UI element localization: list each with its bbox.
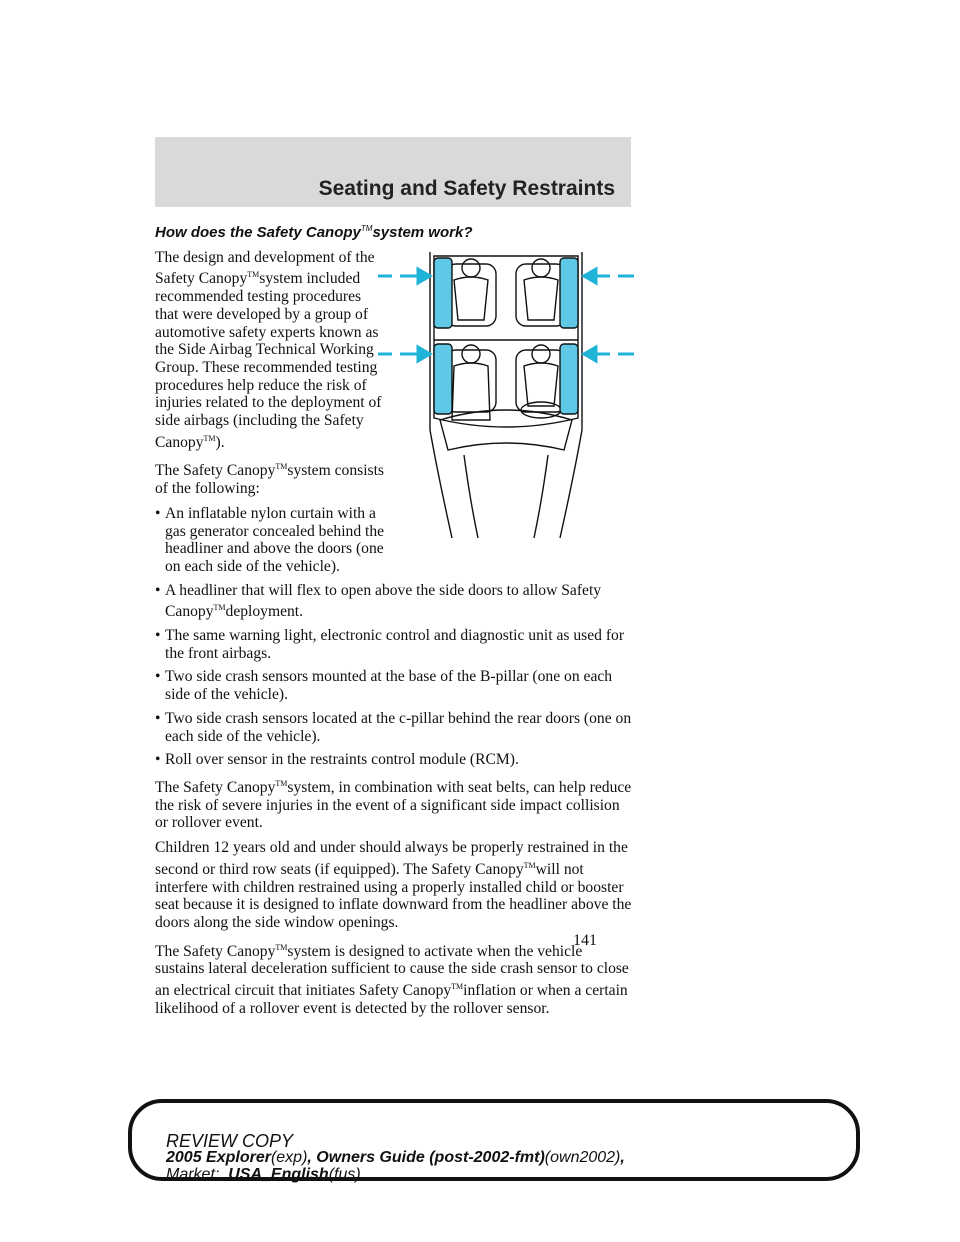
occupant-head (532, 345, 550, 363)
components-list-top (155, 505, 387, 576)
body-paragraph: The Safety Canopy™system is designed to activate when the vehicle sustains lateral deceleration sufficient to cause the side crash sensor to close an electrical circuit that initiates Safety Canopy™inflation or when a certain likelihood of a rollover event is detected by the rollover sensor. (155, 942, 629, 1017)
steering-wheel (521, 402, 561, 418)
rear-seat-right (516, 264, 566, 326)
front-seat-right (516, 350, 566, 412)
bullet-symbol: • (155, 627, 161, 645)
intro-column (155, 249, 387, 576)
bullet-symbol: • (155, 751, 161, 769)
occupant-head (462, 259, 480, 277)
side-curtain-airbag (434, 258, 452, 328)
trademark-mark: TM (203, 433, 216, 443)
trademark-mark: TM (360, 224, 373, 233)
page-number: 141 (573, 932, 597, 949)
trademark-mark: TM (275, 778, 288, 788)
body-paragraph: Children 12 years old and under should always be properly restrained in the second or third row seats (if equipped). The Safety Canopy™will not interfere with children restrained using a properly installed child or booster seat because it is designed to inflate downward from the headliner above the doors along the side window openings. (155, 839, 632, 931)
bullet-symbol: • (155, 668, 161, 686)
section-heading: How does the Safety Canopy™system work? (155, 224, 473, 241)
impact-arrow-icon (418, 269, 430, 283)
hood-lines (464, 455, 548, 538)
body-paragraph: The Safety Canopy™system, in combination with seat belts, can help reduce the risk of severe injuries in the event of a significant side impact collision or rollover event. (155, 778, 632, 832)
list-item: • Two side crash sensors mounted at the base of the B-pillar (one on each side of the vehicle). (155, 668, 613, 704)
side-curtain-airbag (560, 344, 578, 414)
review-copy-label: REVIEW COPY (166, 1131, 294, 1151)
page-header-title: Seating and Safety Restraints (318, 177, 615, 200)
impact-arrow-icon (584, 269, 596, 283)
list-item: • Two side crash sensors located at the c-pillar behind the rear doors (one on each side of the vehicle). (155, 709, 632, 745)
side-curtain-airbag (560, 258, 578, 328)
trademark-mark: TM (275, 462, 288, 472)
list-item: • The same warning light, electronic control and diagnostic unit as used for the front airbags. (155, 627, 625, 662)
list-item: • A headliner that will flex to open above the side doors to allow Safety Canopy™deployment. (155, 581, 602, 621)
trademark-mark: TM (523, 860, 536, 870)
review-copy-box (128, 1099, 860, 1181)
list-item: • Roll over sensor in the restraints control module (RCM). (155, 751, 519, 769)
intro-paragraph: The design and development of the Safety Canopy™system included recommended testing procedures that were developed by a group of automotive safety experts known as the Side Airbag Technical Working Group. These recommended testing procedures help reduce the risk of injuries related to the deployment of side airbags (including the Safety Canopy™). (155, 248, 382, 451)
header-band (155, 137, 631, 207)
impact-arrow-icon (418, 347, 430, 361)
impact-arrow-icon (584, 347, 596, 361)
vehicle-airbag-illustration (378, 250, 638, 538)
list-item: • An inflatable nylon curtain with a gas generator concealed behind the headliner and above the doors (one on each side of the vehicle). (155, 504, 385, 575)
bullet-symbol: • (155, 581, 161, 599)
review-model-line: 2005 Explorer(exp), Owners Guide (post-2002-fmt)(own2002), (166, 1149, 625, 1166)
bullet-symbol: • (155, 709, 161, 727)
trademark-mark: TM (275, 942, 288, 952)
components-list (155, 582, 635, 769)
components-intro-paragraph: The Safety Canopy™system consists of the following: (155, 462, 384, 498)
rear-seat-left (446, 264, 496, 326)
trademark-mark: TM (451, 982, 464, 992)
review-market-line: Market: USA_English(fus) (166, 1166, 361, 1183)
side-curtain-airbag (434, 344, 452, 414)
occupant-head (462, 345, 480, 363)
occupant-head (532, 259, 550, 277)
vehicle-cab-outline (434, 256, 578, 427)
trademark-mark: TM (213, 603, 226, 613)
trademark-mark: TM (247, 270, 260, 280)
bullet-symbol: • (155, 504, 161, 522)
